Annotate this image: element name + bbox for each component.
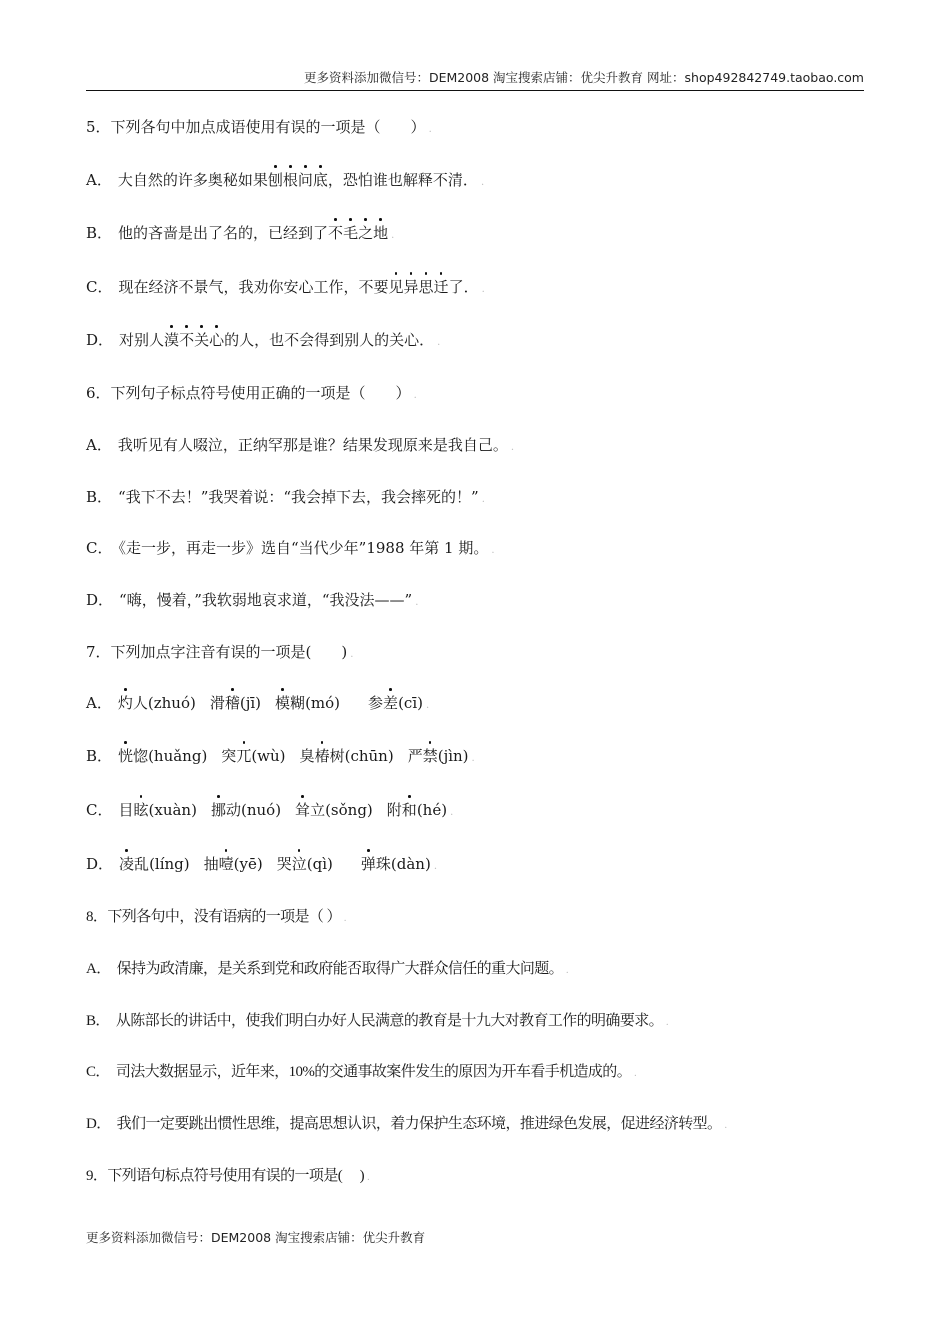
question-5-option-a: A． 大自然的许多奥秘如果刨根问底，恐怕谁也解释不清． . bbox=[86, 171, 485, 189]
emphasis-dot-char: 异 bbox=[403, 278, 419, 296]
emphasis-dot-char: 刨 bbox=[267, 171, 283, 189]
question-7-option-d: D． 凌乱(líng) 抽噎(yē) 哭泣(qì) 弹珠(dàn) . bbox=[86, 855, 437, 873]
question-8-option-d: D． 我们一定要跳出惯性思维，提高思想认识，着力保护生态环境，推进绿色发展，促进经济转型。 . bbox=[86, 1116, 727, 1132]
emphasis-dot-char: 根 bbox=[282, 171, 298, 189]
emphasis-dot-char: 心 bbox=[209, 331, 225, 349]
question-6-option-a: A． 我听见有人啜泣，正纳罕那是谁？结果发现原来是我自己。 . bbox=[86, 436, 515, 454]
question-8-stem: 8．下列各句中，没有语病的一项是（ ） . bbox=[86, 909, 346, 925]
emphasis-dot-char: 关 bbox=[194, 331, 210, 349]
question-7-option-c: C． 目眩(xuàn) 挪动(nuó) 耸立(sǒng) 附和(hé) . bbox=[86, 801, 454, 819]
emphasis-dot-char: 地 bbox=[373, 224, 389, 242]
question-6-option-d: D． “嗨，慢着，”我软弱地哀求道，“我没法——” . bbox=[86, 591, 419, 609]
question-8-option-a: A． 保持为政清廉，是关系到党和政府能否取得广大群众信任的重大问题。 . bbox=[86, 961, 568, 977]
emphasis-dot-char: 迁 bbox=[433, 278, 449, 296]
question-8-option-b: B． 从陈部长的讲话中，使我们明白办好人民满意的教育是十九大对教育工作的明确要求。 . bbox=[86, 1013, 668, 1029]
question-5-option-c: C． 现在经济不景气，我劝你安心工作，不要见异思迁了． . bbox=[86, 278, 485, 296]
emphasis-dot-char: 之 bbox=[358, 224, 374, 242]
emphasis-dot-char: 漠 bbox=[164, 331, 180, 349]
question-stem: 下列各句中加点成语使用有误的一项是（ ） bbox=[110, 118, 426, 136]
question-8-option-c: C． 司法大数据显示，近年来，10%的交通事故案件发生的原因为开车看手机造成的。 . bbox=[86, 1064, 637, 1080]
emphasis-dot-char: 思 bbox=[418, 278, 434, 296]
page-header: 更多资料添加微信号：DEM2008 淘宝搜索店铺：优尖升教育 网址：shop492842749.taobao.com bbox=[86, 68, 864, 91]
question-5-stem: 5．下列各句中加点成语使用有误的一项是（ ） . bbox=[86, 118, 432, 136]
question-6-stem: 6．下列句子标点符号使用正确的一项是（ ） . bbox=[86, 384, 417, 402]
question-9-stem: 9．下列语句标点符号使用有误的一项是( ) . bbox=[86, 1168, 369, 1184]
emphasis-dot-char: 见 bbox=[388, 278, 404, 296]
emphasis-dot-char: 毛 bbox=[343, 224, 359, 242]
question-5-option-d: D． 对别人漠不关心的人，也不会得到别人的关心． . bbox=[86, 331, 441, 349]
question-6-option-b: B． “我下不去！”我哭着说：“我会掉下去，我会摔死的！” . bbox=[86, 488, 485, 506]
page-footer: 更多资料添加微信号：DEM2008 淘宝搜索店铺：优尖升教育 bbox=[86, 1230, 426, 1245]
emphasis-dot-char: 不 bbox=[328, 224, 344, 242]
emphasis-dot-char: 底 bbox=[312, 171, 328, 189]
question-7-stem: 7．下列加点字注音有误的一项是( ) . bbox=[86, 643, 354, 661]
question-7-option-b: B． 恍惚(huǎng) 突兀(wù) 臭椿树(chūn) 严禁(jìn) . bbox=[86, 747, 475, 765]
question-5-option-b: B． 他的吝啬是出了名的，已经到了不毛之地 . bbox=[86, 224, 395, 242]
question-7-option-a: A． 灼人(zhuó) 滑稽(jī) 模糊(mó) 参差(cī) . bbox=[86, 694, 430, 712]
question-6-option-c: C． 《走一步，再走一步》选自“当代少年”1988 年第 1 期。 . bbox=[86, 539, 495, 557]
emphasis-dot-char: 问 bbox=[297, 171, 313, 189]
question-number: 5． bbox=[86, 118, 111, 136]
emphasis-dot-char: 不 bbox=[179, 331, 195, 349]
